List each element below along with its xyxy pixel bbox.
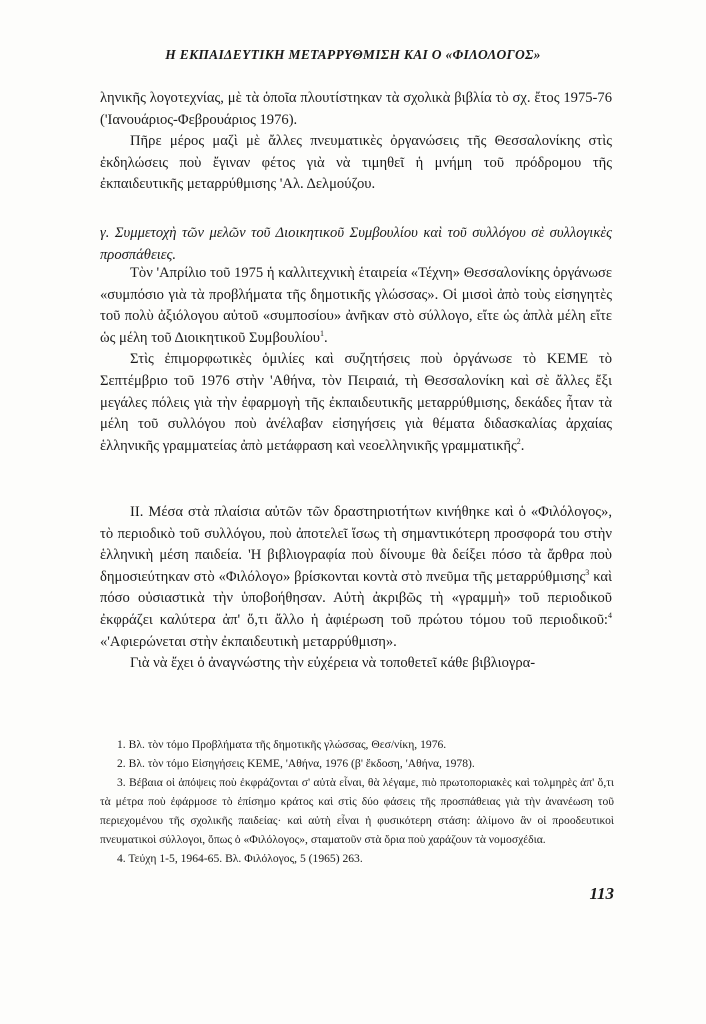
paragraph-text: καὶ πόσο οὐσιαστικὰ τὴν ὑποβοήθησαν. Αὐτὴ ἀκριβῶς τὴ «γραμμὴ» τοῦ περιοδικοῦ ἐκφράζει καλύτερα ἀπ' ὅ,τι ἄλλο ἡ ἀφιέρωση τοῦ πρώτου τόμου τοῦ περιοδικοῦ: xyxy=(100,568,612,628)
paragraph-text: Τὸν 'Απρίλιο τοῦ 1975 ἡ καλλιτεχνικὴ ἑταιρεία «Τέχνη» Θεσσαλονίκης ὀργάνωσε «συμπόσιο γιὰ τὰ προβλήματα τῆς δημοτικῆς γλώσσας». Οἱ μισοὶ ἀπὸ τοὺς εἰσηγητὲς τοῦ πολὺ ἀξιόλογου αὐτοῦ «συμποσίου» ἀνῆκαν στὸ σύλλογο, εἴτε ὡς ἁπλὰ μέλη εἴτε ὡς μέλη τοῦ Διοικητικοῦ Συμβουλίου xyxy=(100,265,612,346)
paragraph xyxy=(100,502,612,653)
paragraph: ληνικῆς λογοτεχνίας, μὲ τὰ ὁποῖα πλουτίστηκαν τὰ σχολικὰ βιβλία τὸ σχ. ἔτος 1975-76 ('Ιανουάριος-Φεβρουάριος 1976). xyxy=(100,90,612,128)
opening-paragraphs xyxy=(100,88,612,196)
footnote-marker: 4 xyxy=(608,611,612,621)
page-number: 113 xyxy=(589,884,614,903)
footnote: 2. Βλ. τὸν τόμο Εἰσηγήσεις ΚΕΜΕ, 'Αθήνα, 1976 (β' ἔκδοση, 'Αθήνα, 1978). xyxy=(117,757,475,770)
footnote-marker: 1 xyxy=(319,328,324,338)
footnote-marker: 2 xyxy=(516,436,521,446)
section-heading: γ. Συμμετοχὴ τῶν μελῶν τοῦ Διοικητικοῦ Συμβουλίου καὶ τοῦ συλλόγου σὲ συλλογικὲς προσπάθειες. xyxy=(100,225,612,263)
paragraph: Τὸν 'Απρίλιο τοῦ 1975 ἡ καλλιτεχνικὴ ἑταιρεία «Τέχνη» Θεσσαλονίκης ὀργάνωσε «συμπόσιο γιὰ τὰ προβλήματα τῆς δημοτικῆς γλώσσας». Οἱ μισοὶ ἀπὸ τοὺς εἰσηγητὲς τοῦ πολὺ ἀξιόλογου αὐτοῦ «συμποσίου» ἀνῆκαν στὸ σύλλογο, εἴτε ὡς ἁπλὰ μέλη εἴτε ὡς μέλη τοῦ Διοικητικοῦ Συμβουλίου$^1$. xyxy=(100,265,612,346)
paragraph: Στὶς ἐπιμορφωτικὲς ὁμιλίες καὶ συζητήσεις ποὺ ὀργάνωσε τὸ ΚΕΜΕ τὸ Σεπτέμβριο τοῦ 1976 στὴν 'Αθήνα, τὸν Πειραιά, τὴ Θεσσαλονίκη καὶ σὲ ἄλλες ἔξι μεγάλες πόλεις γιὰ τὴν ἐφαρμογὴ τῆς ἐκπαιδευτικῆς μεταρρύθμισης, δεκάδες ἦταν τὰ μέλη τοῦ συλλόγου ποὺ ἀνέλαβαν εἰσηγήσεις γιὰ θέματα διδασκαλίας ἀρχαίας ἑλληνικῆς γραμματείας ἀπὸ μετάφραση καὶ νεοελληνικῆς γραμματικῆς$^2$. xyxy=(100,351,612,454)
footnote: 1. Βλ. τὸν τόμο Προβλήματα τῆς δημοτικῆς γλώσσας, Θεσ/νίκη, 1976. xyxy=(117,738,447,751)
paragraph-text: «'Αφιερώνεται στὴν ἐκπαιδευτικὴ μεταρρύθμιση». xyxy=(100,633,397,650)
footnotes xyxy=(100,735,614,868)
paragraph: Πῆρε μέρος μαζὶ μὲ ἄλλες πνευματικὲς ὀργανώσεις τῆς Θεσσαλονίκης στὶς ἐκδηλώσεις ποὺ ἔγιναν φέτος γιὰ νὰ τιμηθεῖ ἡ μνήμη τοῦ πρόδρομου τῆς ἐκπαιδευτικῆς μεταρρύθμισης 'Αλ. Δελμούζου. xyxy=(100,133,612,193)
section-heading-block xyxy=(100,223,612,266)
paragraph-text: Στὶς ἐπιμορφωτικὲς ὁμιλίες καὶ συζητήσεις ποὺ ὀργάνωσε τὸ ΚΕΜΕ τὸ Σεπτέμβριο τοῦ 1976 στὴν 'Αθήνα, τὸν Πειραιά, τὴ Θεσσαλονίκη καὶ σὲ ἄλλες ἔξι μεγάλες πόλεις γιὰ τὴν ἐφαρμογὴ τῆς ἐκπαιδευτικῆς μεταρρύθμισης, δεκάδες ἦταν τὰ μέλη τοῦ συλλόγου ποὺ ἀνέλαβαν εἰσηγήσεις γιὰ θέματα διδασκαλίας ἀρχαίας ἑλληνικῆς γραμματείας ἀπὸ μετάφραση καὶ νεοελληνικῆς γραμματικῆς xyxy=(100,351,612,454)
paragraph-text: II. Μέσα στὰ πλαίσια αὐτῶν τῶν δραστηριοτήτων κινήθηκε καὶ ὁ «Φιλόλογος», τὸ περιοδικὸ τοῦ συλλόγου, ποὺ ἀποτελεῖ ἴσως τὴ σημαντικότερη προσφορά του στὴν ἑλληνικὴ μέση παιδεία. 'Η βιβλιογραφία ποὺ δίνουμε θὰ δείξει πόσο τὰ ἄρθρα ποὺ δημοσιεύτηκαν στὸ «Φιλόλογο» βρίσκονται κοντὰ στὸ πνεῦμα τῆς μεταρρύθμισης xyxy=(100,504,612,585)
footnote: 3. Βέβαια οἱ ἀπόψεις ποὺ ἐκφράζονται σ' αὐτὰ εἶναι, θὰ λέγαμε, πιὸ πρωτοποριακὲς καὶ τολμηρὲς ἀπ' ὅ,τι τὰ μέτρα ποὺ ἐφάρμοσε τὸ ἐπίσημο κράτος καὶ στὶς δύο φάσεις τῆς προσπάθειας γιὰ τὴν ἀνανέωση τοῦ περιεχομένου τῆς σχολικῆς παιδείας· καὶ αὐτὴ εἶναι ἡ φυσικότερη στάση: ἀλίμονο ἂν οἱ προοδευτικοὶ πνευματικοὶ σύλλογοι, ὅπως ὁ «Φιλόλογος», σταματοῦν στὰ ὅρια ποὺ χαράζουν τὰ νομοσχέδια. xyxy=(100,776,614,846)
paragraph: Γιὰ νὰ ἔχει ὁ ἀναγνώστης τὴν εὐχέρεια νὰ τοποθετεῖ κάθε βιβλιογρα- xyxy=(130,655,536,672)
footnote: 4. Τεύχη 1-5, 1964-65. Βλ. Φιλόλογος, 5 (1965) 263. xyxy=(117,852,363,865)
running-head: Η ΕΚΠΑΙΔΕΥΤΙΚΗ ΜΕΤΑΡΡΥΘΜΙΣΗ ΚΑΙ Ο «ΦΙΛΟΛΟΓΟΣ» xyxy=(165,47,541,62)
footnote-marker: 3 xyxy=(585,567,590,577)
section-body xyxy=(100,263,612,457)
part-two xyxy=(100,502,612,675)
